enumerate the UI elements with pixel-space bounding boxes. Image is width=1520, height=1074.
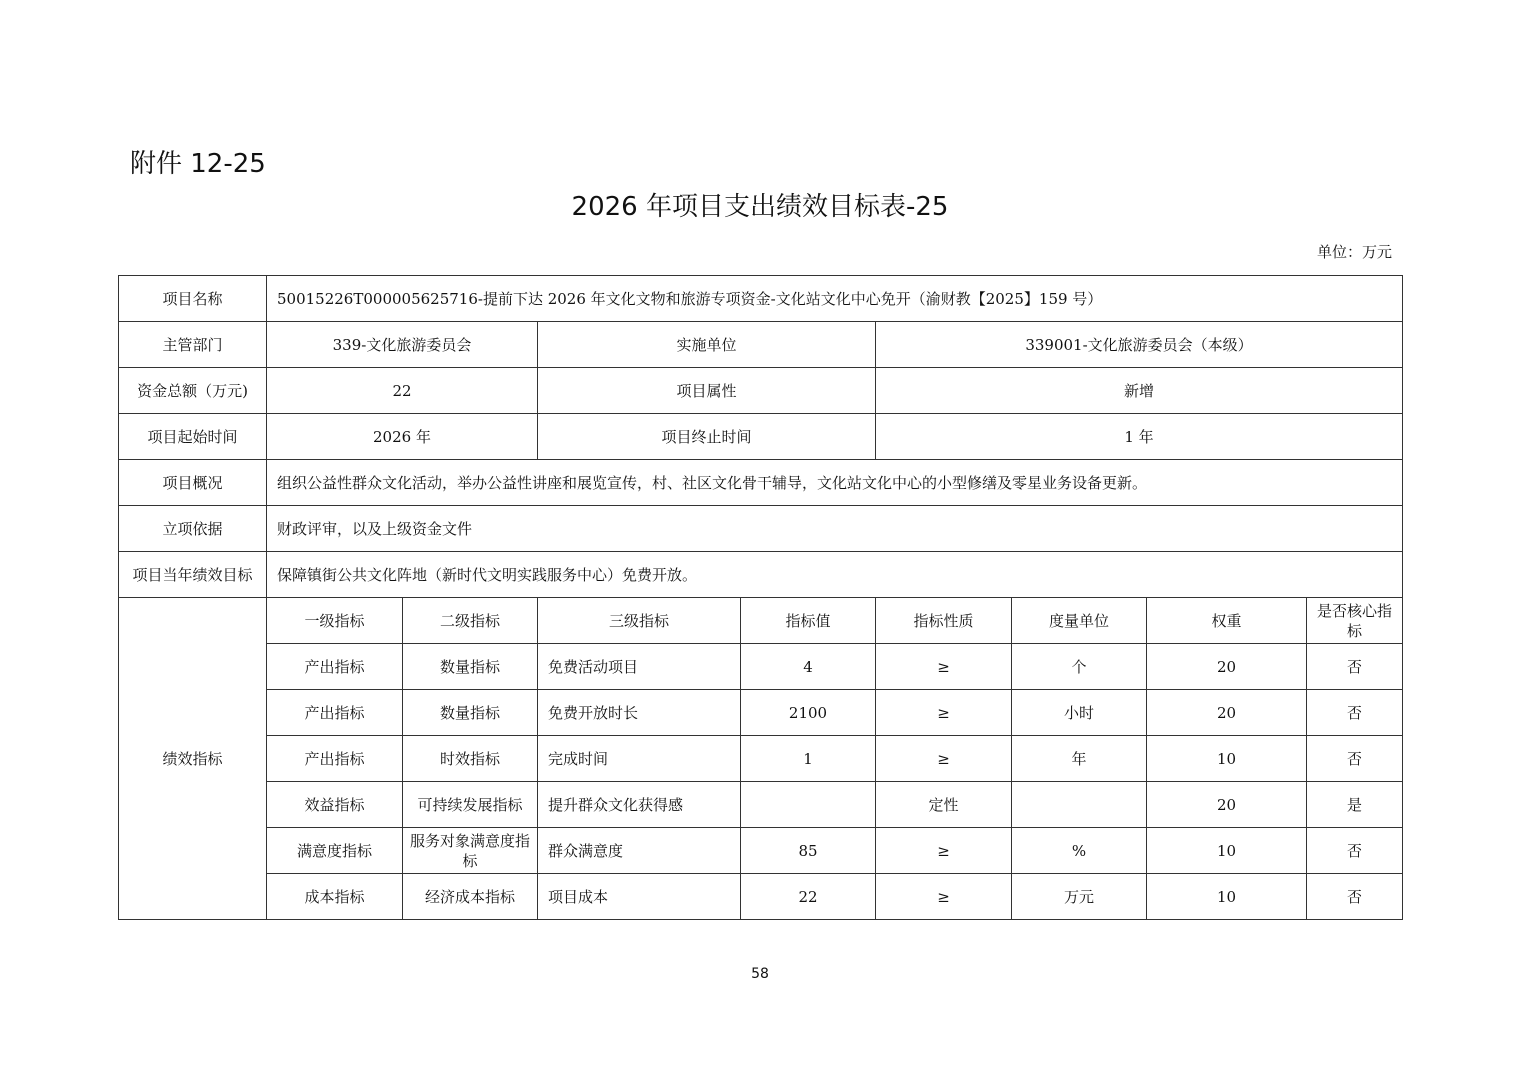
perf-header-cell: 一级指标 — [267, 598, 403, 644]
row-project-name — [119, 276, 1403, 322]
dept-value: 339-文化旅游委员会 — [267, 322, 538, 368]
row-overview — [119, 460, 1403, 506]
perf-cell: 群众满意度 — [538, 828, 741, 874]
dept-label: 主管部门 — [119, 322, 267, 368]
perf-cell: 否 — [1307, 828, 1403, 874]
impl-label: 实施单位 — [538, 322, 876, 368]
perf-row — [119, 736, 1403, 782]
perf-row — [119, 782, 1403, 828]
attr-label: 项目属性 — [538, 368, 876, 414]
basis-label: 立项依据 — [119, 506, 267, 552]
perf-cell — [1012, 782, 1147, 828]
perf-cell: 效益指标 — [267, 782, 403, 828]
goal-value: 保障镇街公共文化阵地（新时代文明实践服务中心）免费开放。 — [267, 552, 1403, 598]
perf-cell: ≥ — [876, 828, 1012, 874]
perf-row — [119, 644, 1403, 690]
perf-cell: 年 — [1012, 736, 1147, 782]
perf-label: 绩效指标 — [119, 598, 267, 920]
start-value: 2026 年 — [267, 414, 538, 460]
perf-header-cell: 指标性质 — [876, 598, 1012, 644]
perf-cell: 产出指标 — [267, 736, 403, 782]
page-title: 2026 年项目支出绩效目标表-25 — [571, 192, 949, 222]
perf-cell: 否 — [1307, 690, 1403, 736]
perf-cell: 数量指标 — [403, 644, 538, 690]
goal-label: 项目当年绩效目标 — [119, 552, 267, 598]
perf-cell: % — [1012, 828, 1147, 874]
perf-cell: 产出指标 — [267, 690, 403, 736]
end-label: 项目终止时间 — [538, 414, 876, 460]
perf-cell: 小时 — [1012, 690, 1147, 736]
overview-label: 项目概况 — [119, 460, 267, 506]
perf-cell: 是 — [1307, 782, 1403, 828]
perf-header-cell: 权重 — [1147, 598, 1307, 644]
perf-cell: 否 — [1307, 874, 1403, 920]
perf-cell: 完成时间 — [538, 736, 741, 782]
perf-cell: 服务对象满意度指标 — [403, 828, 538, 874]
attachment-label: 附件 12-25 — [130, 149, 266, 179]
row-fund — [119, 368, 1403, 414]
perf-cell: 10 — [1147, 736, 1307, 782]
perf-cell: 项目成本 — [538, 874, 741, 920]
perf-cell: 10 — [1147, 874, 1307, 920]
start-label: 项目起始时间 — [119, 414, 267, 460]
overview-value: 组织公益性群众文化活动，举办公益性讲座和展览宣传，村、社区文化骨干辅导，文化站文化中心的小型修缮及零星业务设备更新。 — [267, 460, 1403, 506]
perf-cell: 20 — [1147, 644, 1307, 690]
perf-cell — [741, 782, 876, 828]
perf-header-cell: 二级指标 — [403, 598, 538, 644]
row-goal — [119, 552, 1403, 598]
perf-cell: 数量指标 — [403, 690, 538, 736]
perf-cell: 经济成本指标 — [403, 874, 538, 920]
perf-header-cell: 指标值 — [741, 598, 876, 644]
perf-cell: 成本指标 — [267, 874, 403, 920]
perf-cell: 产出指标 — [267, 644, 403, 690]
perf-cell: ≥ — [876, 644, 1012, 690]
attr-value: 新增 — [876, 368, 1403, 414]
perf-cell: 免费活动项目 — [538, 644, 741, 690]
perf-cell: 免费开放时长 — [538, 690, 741, 736]
perf-cell: 10 — [1147, 828, 1307, 874]
perf-cell: ≥ — [876, 736, 1012, 782]
page-number: 58 — [751, 966, 769, 982]
perf-row — [119, 690, 1403, 736]
perf-cell: 否 — [1307, 736, 1403, 782]
perf-cell: 20 — [1147, 690, 1307, 736]
perf-cell: 20 — [1147, 782, 1307, 828]
perf-header-row — [119, 598, 1403, 644]
fund-label: 资金总额（万元) — [119, 368, 267, 414]
perf-header-cell: 是否核心指标 — [1307, 598, 1403, 644]
perf-cell: 22 — [741, 874, 876, 920]
perf-cell: 2100 — [741, 690, 876, 736]
perf-cell: 个 — [1012, 644, 1147, 690]
perf-cell: 万元 — [1012, 874, 1147, 920]
perf-header-cell: 三级指标 — [538, 598, 741, 644]
perf-cell: 4 — [741, 644, 876, 690]
perf-cell: ≥ — [876, 874, 1012, 920]
perf-row — [119, 828, 1403, 874]
unit-label: 单位：万元 — [1316, 243, 1392, 261]
row-time — [119, 414, 1403, 460]
perf-cell: 时效指标 — [403, 736, 538, 782]
perf-cell: ≥ — [876, 690, 1012, 736]
perf-header-cell: 度量单位 — [1012, 598, 1147, 644]
basis-value: 财政评审，以及上级资金文件 — [267, 506, 1403, 552]
perf-cell: 提升群众文化获得感 — [538, 782, 741, 828]
row-dept — [119, 322, 1403, 368]
perf-cell: 满意度指标 — [267, 828, 403, 874]
perf-cell: 否 — [1307, 644, 1403, 690]
fund-value: 22 — [267, 368, 538, 414]
perf-cell: 可持续发展指标 — [403, 782, 538, 828]
performance-table — [118, 275, 1403, 920]
project-name-value: 50015226T000005625716-提前下达 2026 年文化文物和旅游专项资金-文化站文化中心免开（渝财教【2025】159 号） — [267, 276, 1403, 322]
project-name-label: 项目名称 — [119, 276, 267, 322]
perf-row — [119, 874, 1403, 920]
perf-cell: 定性 — [876, 782, 1012, 828]
perf-cell: 1 — [741, 736, 876, 782]
row-basis — [119, 506, 1403, 552]
impl-value: 339001-文化旅游委员会（本级） — [876, 322, 1403, 368]
end-value: 1 年 — [876, 414, 1403, 460]
perf-cell: 85 — [741, 828, 876, 874]
